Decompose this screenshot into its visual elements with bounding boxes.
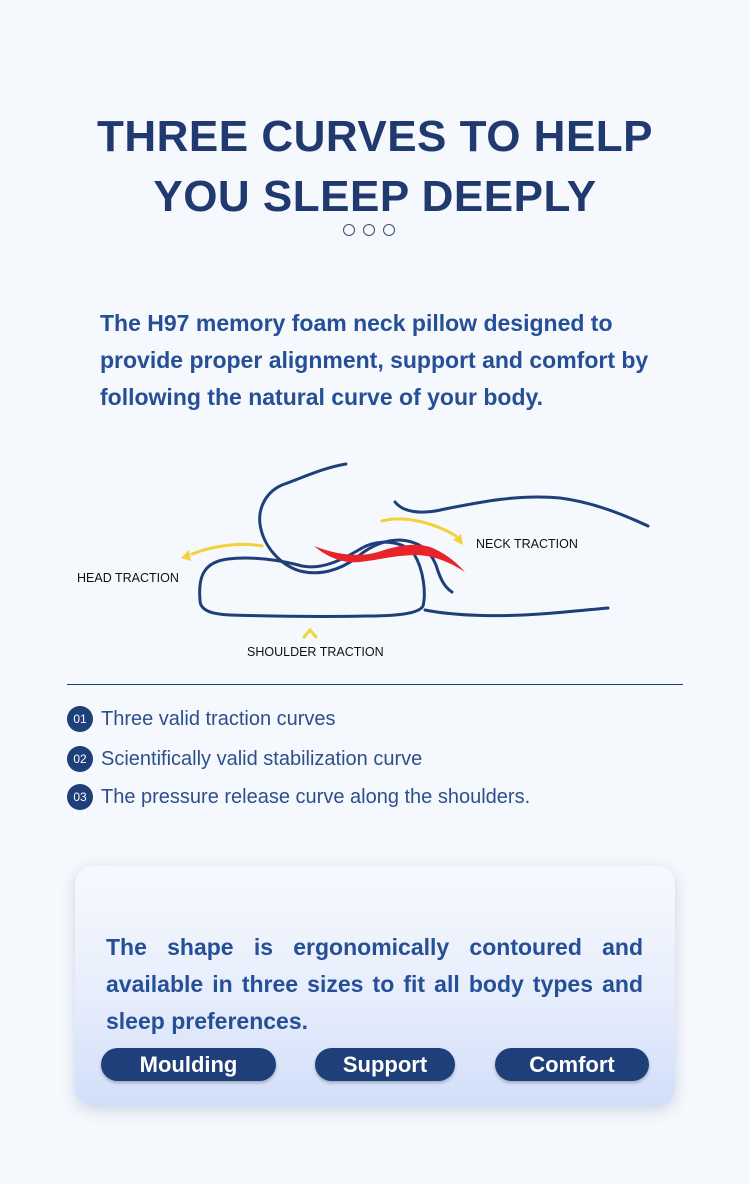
intro-text: The H97 memory foam neck pillow designed to provide proper alignment, support and comfort by following the natural curve of your body. [100, 310, 649, 410]
number-badge: 01 [67, 706, 93, 732]
page-title [0, 107, 750, 227]
number-badge: 02 [67, 746, 93, 772]
list-item [67, 782, 530, 812]
number-badge: 03 [67, 784, 93, 810]
title-line-2: YOU SLEEP DEEPLY [153, 172, 597, 222]
feature-list [67, 704, 530, 822]
support-button[interactable]: Support [315, 1048, 455, 1081]
title-line-1: THREE CURVES TO HELP [96, 112, 654, 162]
neck-traction-arrow [382, 519, 456, 536]
feature-text: Three valid traction curves [101, 707, 336, 730]
list-item [67, 744, 530, 774]
shoulder-traction-arrow [304, 630, 316, 637]
head-traction-arrow [192, 544, 262, 554]
shoulder-outline [425, 608, 608, 616]
card-text: The shape is ergonomically contoured and available in three sizes to fit all body types and sleep preferences. [106, 934, 643, 1034]
circle-icon [343, 224, 355, 236]
head-arrowhead [181, 550, 191, 561]
circle-icon [383, 224, 395, 236]
neck-traction-label: NECK TRACTION [476, 537, 578, 551]
moulding-button[interactable]: Moulding [101, 1048, 276, 1081]
shoulder-traction-label: SHOULDER TRACTION [247, 645, 384, 659]
circle-icon [363, 224, 375, 236]
feature-text: Scientifically valid stabilization curve [101, 747, 423, 770]
feature-text: The pressure release curve along the shoulders. [101, 785, 531, 808]
back-outline [395, 497, 648, 526]
list-item [67, 704, 530, 734]
info-card [75, 866, 675, 1106]
pillow-curve-diagram [0, 450, 750, 670]
decorative-dots [343, 224, 395, 236]
head-traction-label: HEAD TRACTION [77, 571, 179, 585]
comfort-button[interactable]: Comfort [495, 1048, 649, 1081]
divider [67, 684, 683, 685]
